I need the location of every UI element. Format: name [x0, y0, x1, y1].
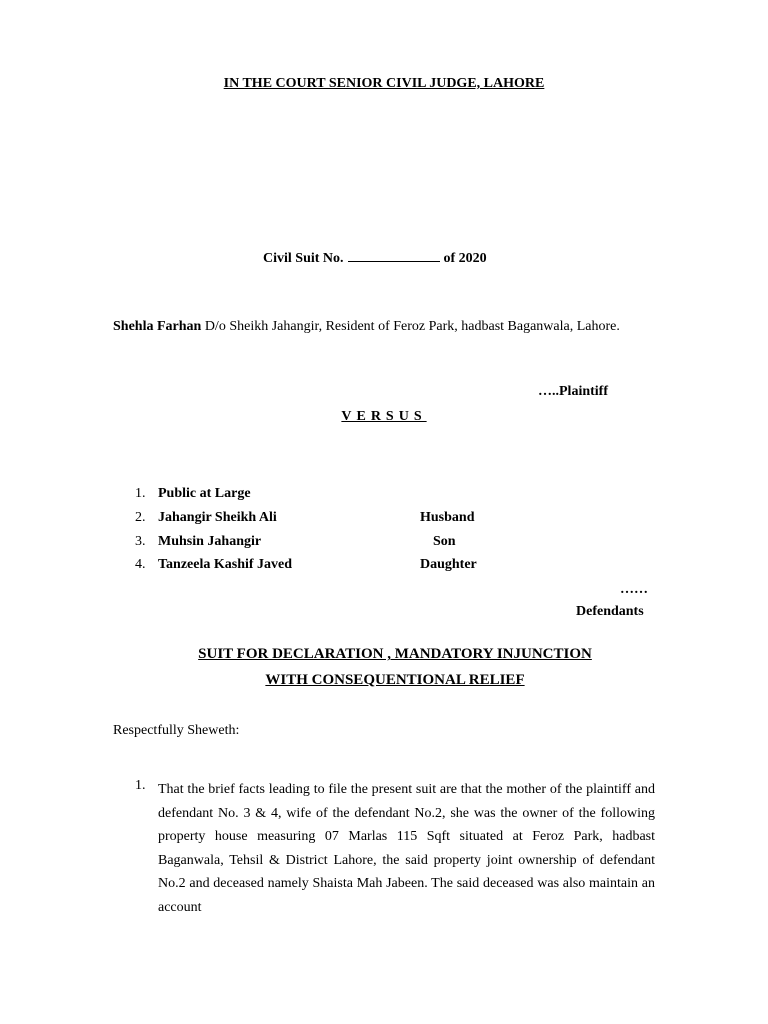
- defendant-row: [135, 557, 655, 577]
- suit-title-line2: WITH CONSEQUENTIONAL RELIEF: [265, 672, 525, 688]
- versus-heading: VERSUS: [341, 409, 427, 424]
- defendant-name: Muhsin Jahangir: [158, 534, 262, 549]
- defendant-row: [135, 510, 655, 530]
- defendant-name: Public at Large: [158, 486, 251, 501]
- defendant-relation: Son: [433, 534, 456, 549]
- paragraph-text: That the brief facts leading to file the present suit are that the mother of the plaintiff and defendant No. 3 & 4, wife of the defendant No.2, she was the owner of the following property house measuring 07 Marlas 115 Sqft situated at Feroz Park, hadbast Baganwala, Tehsil & District Lahore, the said property joint ownership of defendant No.2 and deceased namely Shaista Mah Jabeen. The said deceased was also maintain an account: [158, 782, 655, 915]
- defendant-number: 1.: [135, 486, 146, 501]
- greeting: Respectfully Sheweth:: [113, 723, 240, 738]
- suit-no-blank: [348, 249, 440, 262]
- plaintiff-label: …..Plaintiff: [538, 384, 608, 399]
- plaintiff-details: D/o Sheikh Jahangir, Resident of Feroz Park, hadbast Baganwala, Lahore.: [201, 319, 620, 334]
- court-title: IN THE COURT SENIOR CIVIL JUDGE, LAHORE: [223, 76, 545, 91]
- defendant-name: Jahangir Sheikh Ali: [158, 510, 277, 525]
- plaintiff-name: Shehla Farhan: [113, 319, 202, 334]
- suit-no-prefix: Civil Suit No.: [263, 251, 344, 266]
- suit-no-suffix: of 2020: [443, 251, 487, 266]
- defendant-relation: Daughter: [420, 557, 477, 572]
- defendant-name: Tanzeela Kashif Javed: [158, 557, 293, 572]
- paragraph-number: 1.: [135, 778, 146, 793]
- defendant-number: 2.: [135, 510, 146, 525]
- defendant-row: [135, 534, 655, 554]
- plaintiff-party: [113, 314, 655, 339]
- civil-suit-number: [263, 249, 487, 267]
- defendant-number: 3.: [135, 534, 146, 549]
- defendant-number: 4.: [135, 557, 146, 572]
- defendants-dots: ……: [620, 582, 648, 597]
- defendant-row: [135, 486, 655, 506]
- suit-title-line1: SUIT FOR DECLARATION , MANDATORY INJUNCTION: [198, 646, 592, 662]
- defendants-label: Defendants: [576, 604, 644, 619]
- defendant-relation: Husband: [420, 510, 475, 525]
